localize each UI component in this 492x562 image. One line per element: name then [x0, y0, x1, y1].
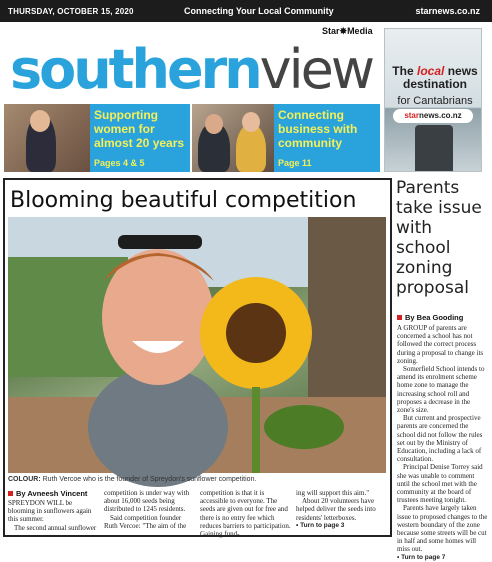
top-bar [0, 0, 492, 22]
promo-headline: Supporting women for almost 20 years [94, 108, 185, 150]
star-icon: ✸ [339, 26, 348, 36]
promo-photo-business [192, 104, 274, 172]
publisher-brand: Star✸Media [322, 26, 373, 36]
feature-column-4: ing will support this aim." About 20 volunteers have helped deliver the seeds into residents' letterboxes. • Turn to page 3 [296, 489, 388, 530]
feature-column-3: competition is that it is accessible to everyone. The seeds are given out for free and there is no entry fee which reduces barriers to participation. Gaining fund- [200, 489, 291, 539]
tagline: Connecting Your Local Community [184, 6, 334, 16]
photo-illustration [8, 217, 386, 473]
promo-headline: Connecting business with community [278, 108, 358, 150]
promo-pages: Pages 4 & 5 [94, 158, 145, 168]
sidebar-story: A GROUP of parents are concerned a school has not followed the correct process during a proposal to change its zoning. Somerfield School intends to amend its enrolment scheme home zone to manage the increasing school roll and proposes a decrease in the zone's size. But current and prospective parents are concerned the school did not follow the rules set out by the Ministry of Education, including a lack of consultation. Principal Denise Torrey said she was unable to comment until the school met with the community at the board of trustees meeting tonight. Parents have largely taken issue to proposed changes to the western boundary of the zone because some streets will be cut in half and some homes will miss out. • Turn to page 7 [397, 324, 488, 561]
face [102, 249, 214, 385]
turn-to-page[interactable]: • Turn to page 7 [397, 553, 446, 561]
flower-center [226, 303, 286, 363]
feature-column-2: competition is under way with about 16,000 seeds being distributed to 1245 residents. Said competition founder Ruth Vercoe: "The aim of the [104, 489, 190, 530]
byline-marker [397, 315, 402, 320]
feature-byline: By Avneesh Vincent [8, 489, 87, 498]
feature-column-1: SPREYDON WILL be blooming in sunflowers again this summer. The second annual sunflower [8, 499, 97, 532]
leaf [264, 405, 344, 449]
promo-photo-women [4, 104, 90, 172]
issue-date: THURSDAY, OCTOBER 15, 2020 [8, 7, 134, 16]
ad-url-pill[interactable]: starnews.co.nz [393, 109, 473, 123]
stem [252, 387, 260, 473]
masthead [10, 40, 382, 100]
promo-pages: Page 11 [278, 158, 312, 168]
masthead-southern: southern [10, 38, 260, 101]
promo-business[interactable] [192, 104, 380, 172]
sidebar-headline[interactable]: Parents take issue with school zoning proposal [396, 178, 482, 298]
promo-women[interactable] [4, 104, 190, 172]
ad-subline: for Cantabrians [397, 95, 473, 107]
phone-image [415, 125, 453, 171]
byline-marker [8, 491, 13, 496]
sidebar-byline: By Bea Gooding [397, 313, 463, 322]
advertisement[interactable] [384, 28, 482, 172]
turn-to-page[interactable]: • Turn to page 3 [296, 521, 345, 529]
site-link[interactable]: starnews.co.nz [415, 6, 480, 16]
feature-headline[interactable]: Blooming beautiful competition [10, 188, 357, 213]
photo-caption: COLOUR: Ruth Vercoe who is the founder of Spreydon's sunflower competition. [8, 476, 257, 483]
person-face [242, 112, 260, 132]
sunflower-photo [8, 217, 386, 473]
ad-headline: The local news destination [392, 64, 478, 91]
masthead-view: view [259, 38, 372, 101]
person-face [30, 110, 50, 132]
person-face [205, 114, 223, 134]
sunglasses [118, 235, 202, 249]
